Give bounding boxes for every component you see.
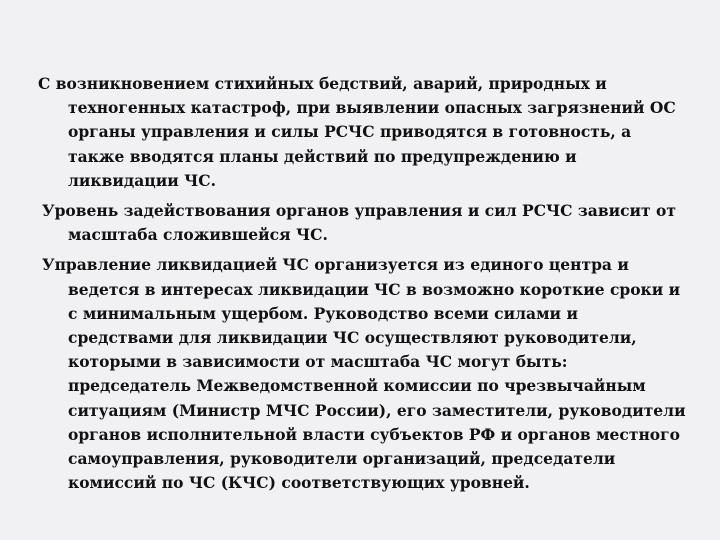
text-line: органы управления и силы РСЧС приводятся в готовность, а	[68, 122, 632, 142]
text-line: техногенных катастроф, при выявлении опасных загрязнений ОС	[68, 98, 676, 118]
text-line: комиссий по ЧС (КЧС) соответствующих уровней.	[68, 473, 530, 493]
text-line: с минимальным ущербом. Руководство всеми силами и	[68, 303, 578, 323]
text-line: органов исполнительной власти субъектов РФ и органов местного	[68, 424, 680, 444]
text-line: ситуациям (Министр МЧС России), его заместители, руководители	[68, 400, 686, 420]
text-line: Управление ликвидацией ЧС организуется из единого центра и	[42, 255, 629, 275]
text-line: ликвидации ЧС.	[68, 170, 216, 190]
text-line: самоуправления, руководители организаций, председатели	[68, 449, 616, 469]
paragraph-emergency-readiness	[38, 72, 688, 193]
text-line: также вводятся планы действий по предупреждению и	[68, 146, 577, 166]
text-line: средствами для ликвидации ЧС осуществляют руководители,	[68, 328, 637, 348]
text-line: ведется в интересах ликвидации ЧС в возможно короткие сроки и	[68, 279, 681, 299]
text-line: С возникновением стихийных бедствий, аварий, природных и	[38, 74, 607, 93]
text-line: Уровень задействования органов управления и сил РСЧС зависит от	[42, 201, 676, 221]
paragraph-management	[38, 253, 688, 495]
text-line: председатель Межведомственной комиссии по чрезвычайным	[68, 376, 646, 396]
slide-body-text	[38, 72, 688, 495]
paragraph-involvement-level	[38, 199, 688, 247]
text-line: масштаба сложившейся ЧС.	[68, 225, 328, 245]
text-line: которыми в зависимости от масштаба ЧС могут быть:	[68, 352, 568, 372]
